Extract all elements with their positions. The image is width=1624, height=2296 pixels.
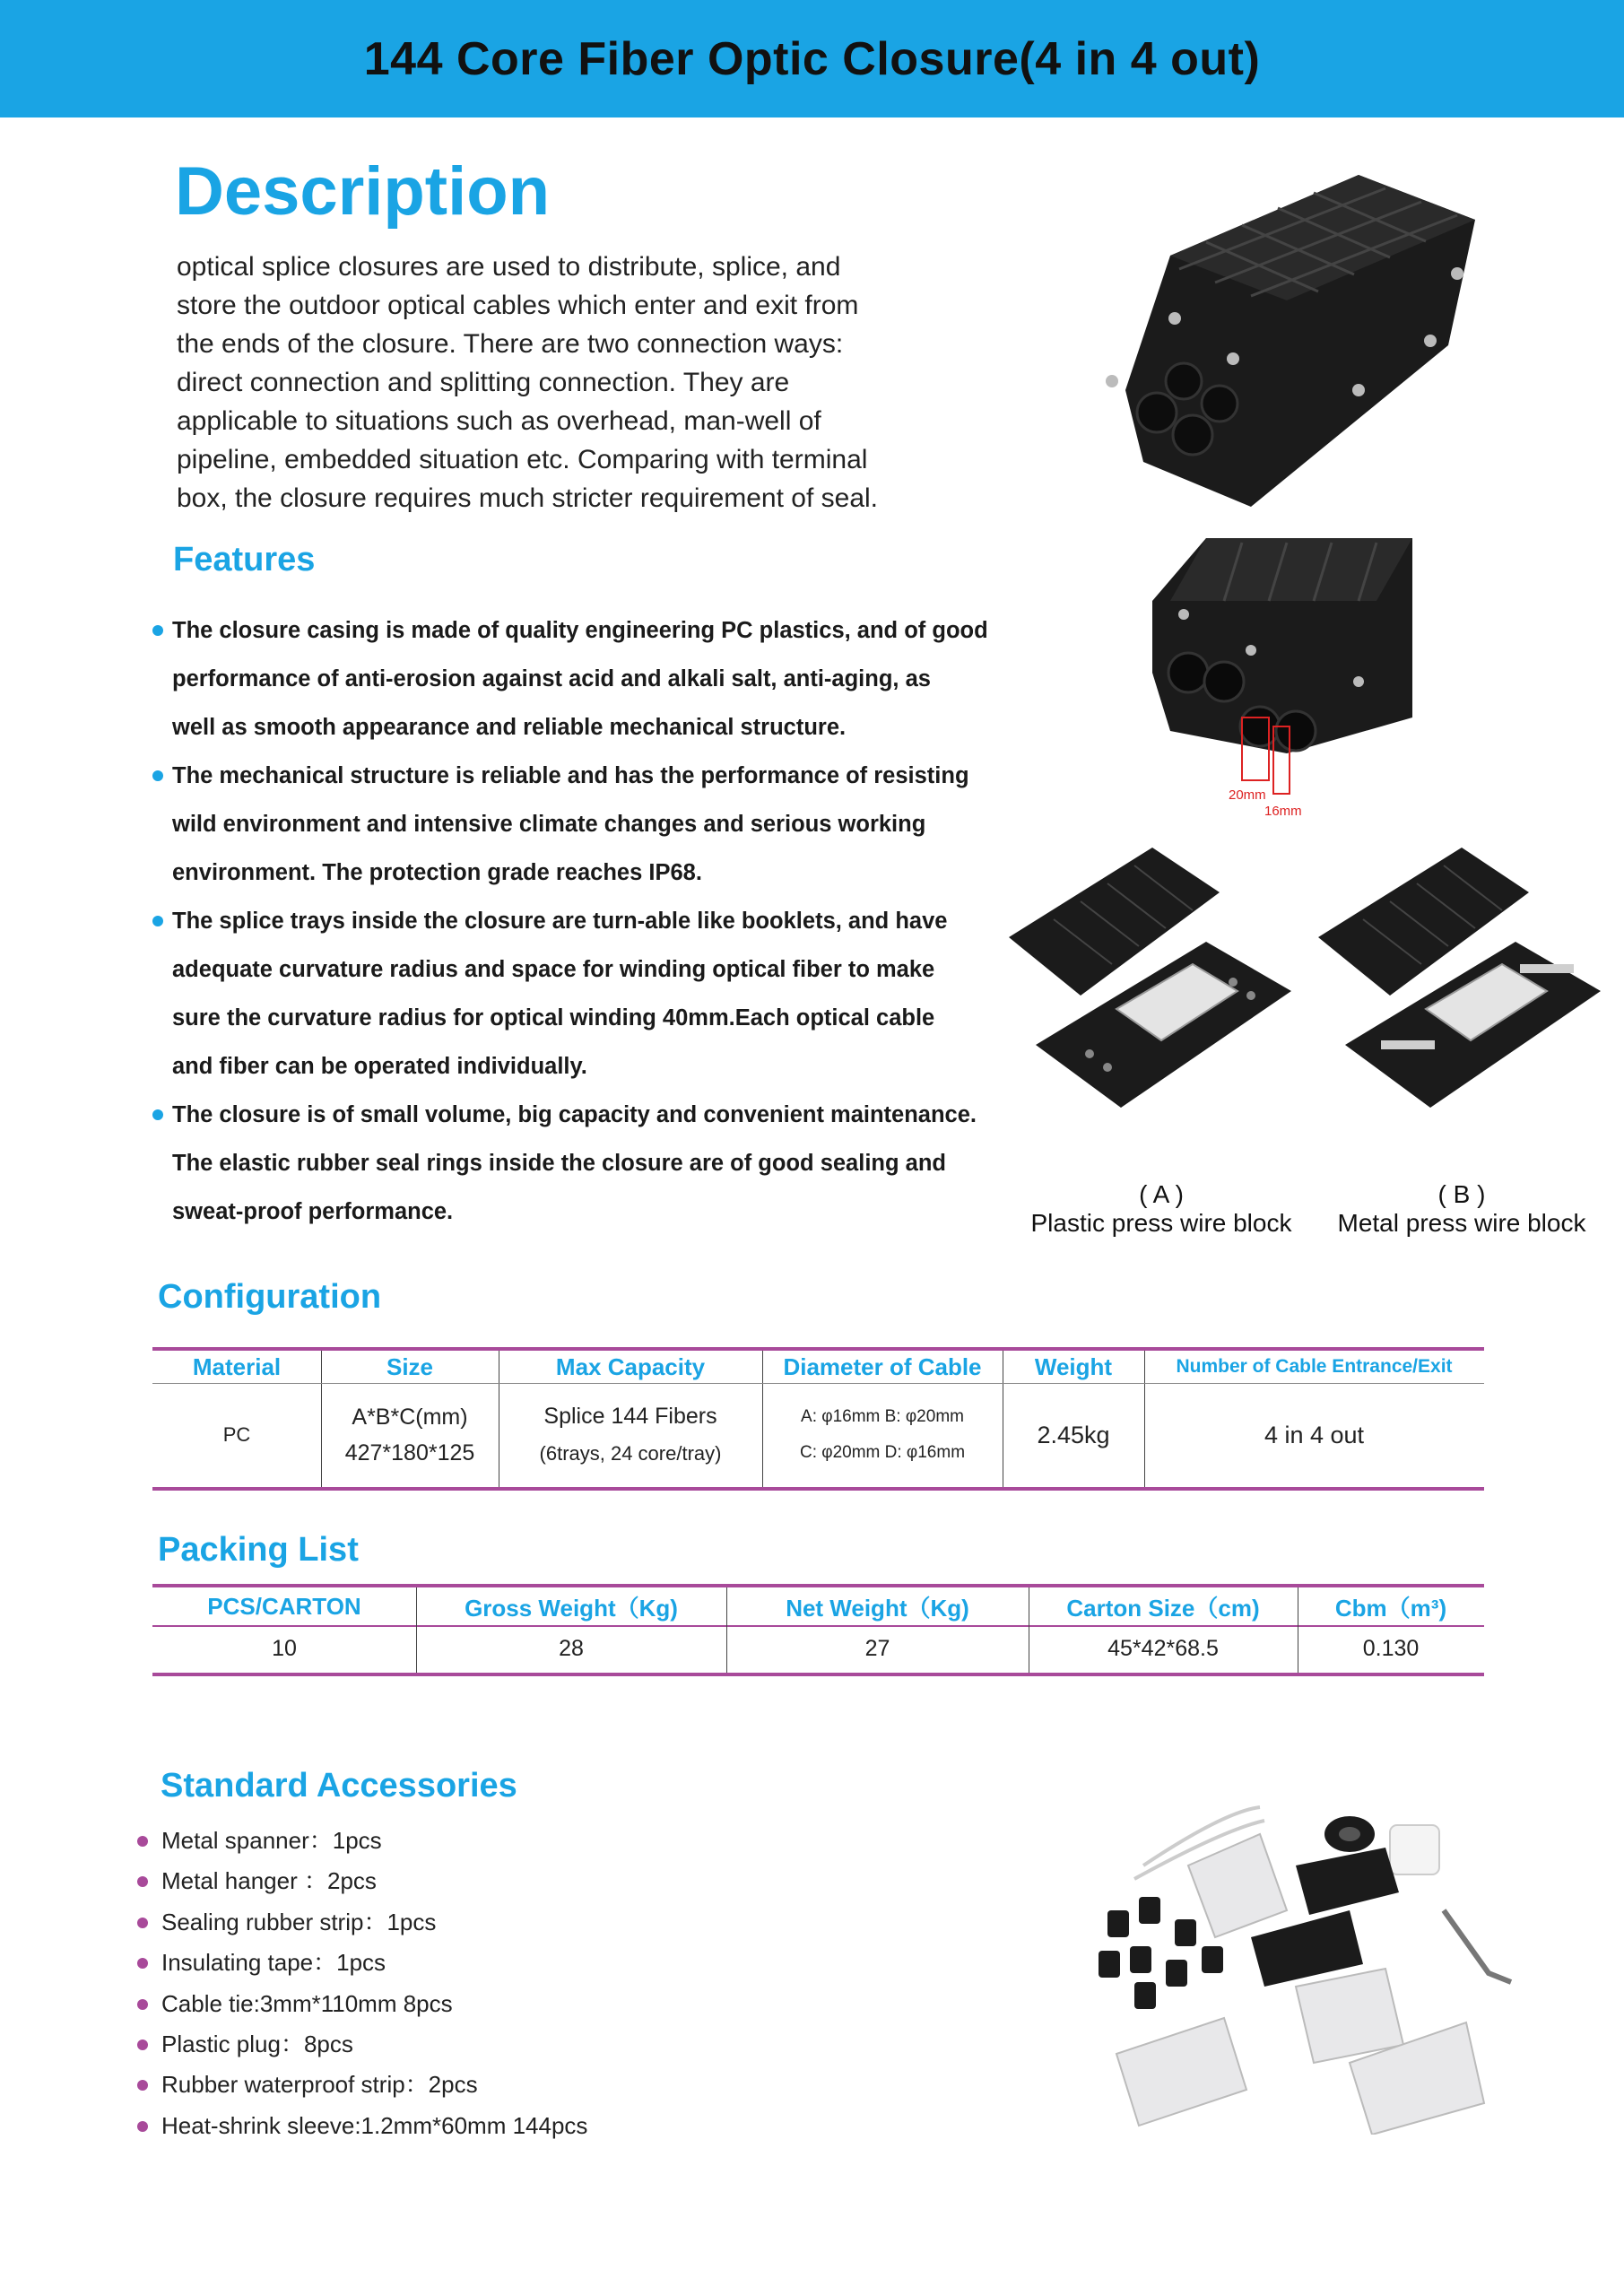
description-line: store the outdoor optical cables which enter and exit from	[177, 291, 859, 320]
header-entrance: Number of Cable Entrance/Exit	[1176, 1356, 1453, 1377]
config-data-row	[152, 1383, 1484, 1487]
accessory-item: Metal spanner：1pcs	[135, 1821, 587, 1861]
description-line: the ends of the closure. There are two connection ways:	[177, 329, 844, 359]
packing-table	[152, 1587, 1484, 1673]
bullet-icon	[137, 2121, 148, 2132]
closure-open-a-image	[1000, 839, 1305, 1126]
accessory-item: Sealing rubber strip：1pcs	[135, 1902, 587, 1943]
description-line: direct connection and splitting connection. They are	[177, 368, 790, 397]
bullet-icon	[137, 1999, 148, 2010]
description-line: pipeline, embedded situation etc. Comparing with terminal	[177, 445, 868, 474]
cell-material: PC	[222, 1423, 251, 1446]
feature-line: well as smooth appearance and reliable mechanical structure.	[172, 715, 847, 740]
feature-line: adequate curvature radius and space for winding optical fiber to make	[172, 957, 935, 982]
accessory-item: Rubber waterproof strip：2pcs	[135, 2065, 587, 2105]
cell-net-weight: 27	[864, 1636, 890, 1661]
description-line: box, the closure requires much stricter requirement of seal.	[177, 483, 879, 513]
cell-pcs-carton: 10	[272, 1636, 297, 1661]
feature-line: The elastic rubber seal rings inside the closure are of good sealing and	[172, 1151, 946, 1176]
header-carton-size: Carton Size（cm)	[1066, 1594, 1260, 1622]
header-banner	[0, 0, 1624, 117]
feature-line: sweat-proof performance.	[172, 1199, 454, 1224]
bullet-icon	[137, 1836, 148, 1847]
config-bottom-rule	[152, 1487, 1484, 1491]
accessory-item: Plastic plug：8pcs	[135, 2024, 587, 2065]
header-pcs-carton: PCS/CARTON	[207, 1592, 361, 1620]
cell-cbm: 0.130	[1362, 1636, 1420, 1661]
header-cbm: Cbm（m³)	[1334, 1594, 1447, 1622]
caption-b-text: Metal press wire block	[1337, 1209, 1586, 1237]
caption-a-tag: ( A )	[1139, 1180, 1184, 1208]
bullet-icon	[137, 1876, 148, 1887]
accessory-item: Metal hanger ：2pcs	[135, 1861, 587, 1901]
cell-diameter: A: φ16mm B: φ20mm C: φ20mm D: φ16mm	[799, 1407, 966, 1462]
header-diameter: Diameter of Cable	[783, 1352, 982, 1380]
bullet-icon	[152, 1109, 163, 1120]
accessories-heading: Standard Accessories	[161, 1767, 517, 1805]
caption-b-tag: ( B )	[1437, 1180, 1486, 1208]
configuration-heading: Configuration	[158, 1278, 382, 1316]
bullet-icon	[152, 770, 163, 781]
closure-open-b-image	[1309, 839, 1614, 1126]
bullet-icon	[137, 1918, 148, 1928]
bullet-icon	[137, 2039, 148, 2050]
feature-line: environment. The protection grade reaches IP68.	[172, 860, 702, 885]
description-line: optical splice closures are used to distribute, splice, and	[177, 252, 841, 282]
features-heading: Features	[173, 541, 316, 578]
bullet-icon	[137, 2080, 148, 2091]
packing-header-row	[152, 1587, 1484, 1625]
cell-capacity: Splice 144 Fibers (6trays, 24 core/tray)	[539, 1404, 722, 1465]
features-list	[152, 606, 1013, 1236]
cell-gross-weight: 28	[559, 1636, 584, 1661]
bullet-icon	[152, 916, 163, 926]
feature-line: The closure is of small volume, big capacity and convenient maintenance.	[152, 1091, 1013, 1139]
header-capacity: Max Capacity	[555, 1352, 706, 1380]
accessories-list	[135, 1821, 587, 2146]
dimension-label-a: 20mm	[1229, 787, 1266, 803]
bullet-icon	[137, 1958, 148, 1969]
feature-line: wild environment and intensive climate changes and serious working	[172, 812, 926, 837]
accessory-item: Heat-shrink sleeve:1.2mm*60mm 144pcs	[135, 2106, 587, 2146]
packing-bottom-rule	[152, 1673, 1484, 1676]
configuration-table	[152, 1351, 1484, 1487]
header-gross-weight: Gross Weight（Kg)	[465, 1594, 678, 1622]
closure-end-image	[1152, 538, 1421, 825]
closure-closed-image	[1090, 166, 1502, 516]
feature-line: performance of anti-erosion against acid and alkali salt, anti-aging, as	[172, 666, 931, 691]
caption-a-text: Plastic press wire block	[1030, 1209, 1292, 1237]
feature-line: and fiber can be operated individually.	[172, 1054, 587, 1079]
header-weight: Weight	[1034, 1352, 1113, 1380]
feature-line: The mechanical structure is reliable and has the performance of resisting	[152, 752, 1013, 800]
caption-a	[1018, 1180, 1305, 1238]
description-heading: Description	[175, 153, 551, 230]
description-text	[177, 248, 948, 517]
header-net-weight: Net Weight（Kg)	[786, 1594, 969, 1622]
accessory-item: Insulating tape：1pcs	[135, 1943, 587, 1983]
bullet-icon	[152, 625, 163, 636]
cell-entrance: 4 in 4 out	[1264, 1421, 1365, 1448]
feature-line: The splice trays inside the closure are turn-able like booklets, and have	[152, 897, 1013, 945]
packing-heading: Packing List	[158, 1531, 359, 1569]
config-header-row	[152, 1351, 1484, 1383]
packing-data-row	[152, 1625, 1484, 1673]
header-size: Size	[386, 1352, 434, 1380]
header-material: Material	[192, 1352, 282, 1380]
cell-size: A*B*C(mm) 427*180*125	[344, 1405, 475, 1465]
caption-b	[1327, 1180, 1596, 1238]
description-line: applicable to situations such as overhead, man-well of	[177, 406, 821, 436]
cell-carton-size: 45*42*68.5	[1107, 1636, 1219, 1661]
feature-line: The closure casing is made of quality engineering PC plastics, and of good	[152, 606, 1013, 655]
feature-line: sure the curvature radius for optical winding 40mm.Each optical cable	[172, 1005, 935, 1031]
cell-weight: 2.45kg	[1037, 1421, 1110, 1448]
accessory-item: Cable tie:3mm*110mm 8pcs	[135, 1984, 587, 2024]
page-title: 144 Core Fiber Optic Closure(4 in 4 out)	[363, 32, 1261, 85]
dimension-label-b: 16mm	[1264, 804, 1302, 819]
accessories-image	[1090, 1794, 1520, 2135]
